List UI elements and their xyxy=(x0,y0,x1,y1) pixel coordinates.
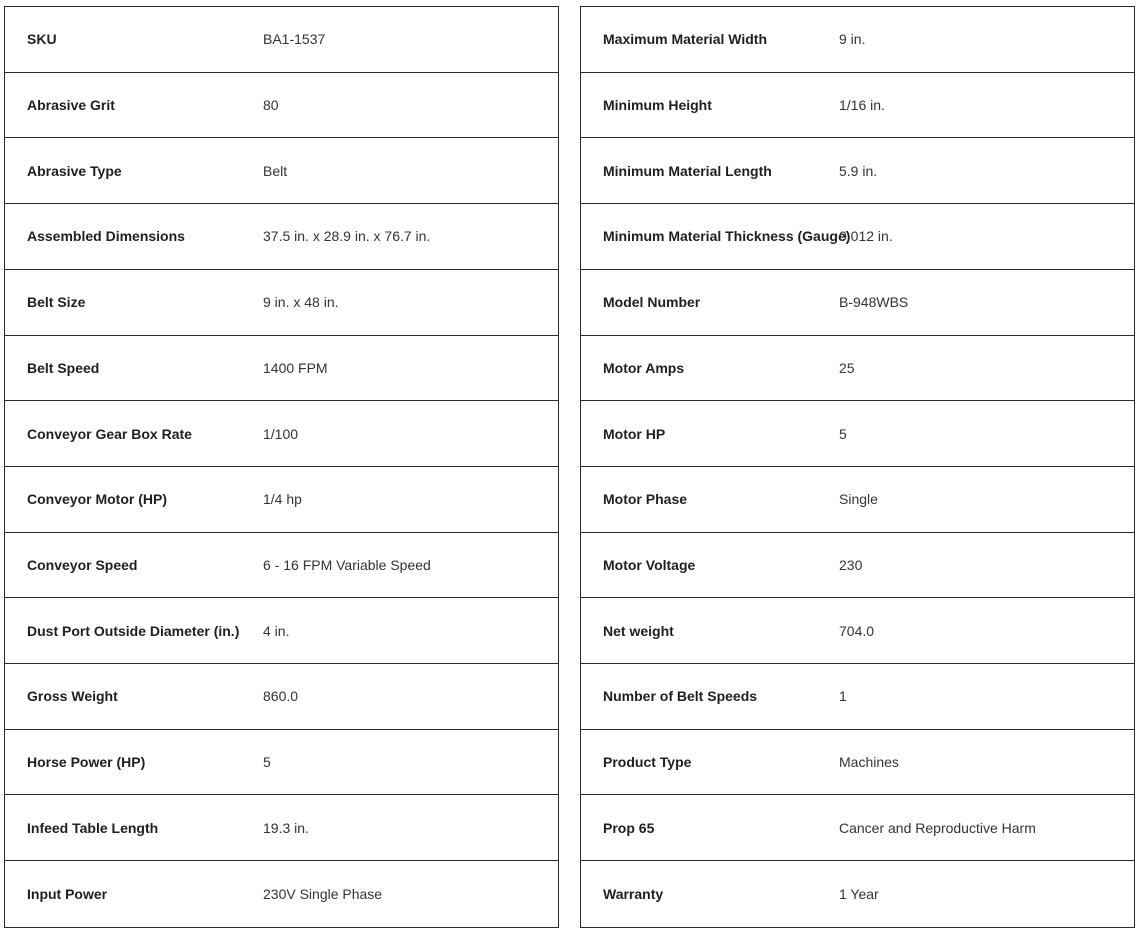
spec-label: Minimum Height xyxy=(603,97,712,114)
spec-row xyxy=(5,138,558,204)
spec-row xyxy=(581,204,1134,270)
spec-value: 5.9 in. xyxy=(839,162,878,179)
spec-value: 5 xyxy=(839,425,847,442)
spec-value: 5 xyxy=(263,754,271,771)
spec-label: Motor Phase xyxy=(603,491,688,508)
spec-value: 1/16 in. xyxy=(839,97,885,114)
spec-label: Motor HP xyxy=(603,425,666,442)
spec-value: 80 xyxy=(263,97,279,114)
spec-row xyxy=(581,336,1134,402)
spec-label: Input Power xyxy=(27,885,108,902)
spec-value: 6 - 16 FPM Variable Speed xyxy=(263,556,431,573)
spec-value: 704.0 xyxy=(839,622,875,639)
spec-value: 230V Single Phase xyxy=(263,885,383,902)
spec-row xyxy=(5,336,558,402)
spec-value: B-948WBS xyxy=(839,294,909,311)
spec-value: 37.5 in. x 28.9 in. x 76.7 in. xyxy=(263,228,431,245)
spec-value: Cancer and Reproductive Harm xyxy=(839,819,1036,836)
spec-value: 230 xyxy=(839,556,863,573)
spec-row xyxy=(581,730,1134,796)
spec-value: 25 xyxy=(839,359,855,376)
spec-label: Abrasive Grit xyxy=(27,97,115,114)
spec-label: Dust Port Outside Diameter (in.) xyxy=(27,622,240,639)
spec-label: Infeed Table Length xyxy=(27,819,159,836)
spec-row xyxy=(5,664,558,730)
spec-value: Single xyxy=(839,491,878,508)
spec-label: Minimum Material Length xyxy=(603,162,772,179)
spec-value: 1/100 xyxy=(263,425,299,442)
spec-row xyxy=(581,401,1134,467)
specifications-table-right xyxy=(580,6,1135,928)
spec-value: 1 xyxy=(839,688,847,705)
spec-row xyxy=(5,795,558,861)
spec-value: Machines xyxy=(839,754,899,771)
spec-row xyxy=(5,7,558,73)
spec-label: Prop 65 xyxy=(603,819,655,836)
spec-label: Product Type xyxy=(603,754,692,771)
spec-value: 4 in. xyxy=(263,622,290,639)
spec-label: Net weight xyxy=(603,622,674,639)
spec-row xyxy=(5,204,558,270)
spec-value: 0.012 in. xyxy=(839,228,893,245)
spec-value: 19.3 in. xyxy=(263,819,309,836)
spec-label: Number of Belt Speeds xyxy=(603,688,758,705)
spec-row xyxy=(5,401,558,467)
spec-label: Motor Voltage xyxy=(603,556,696,573)
spec-row xyxy=(581,467,1134,533)
spec-row xyxy=(581,533,1134,599)
spec-row xyxy=(5,467,558,533)
spec-value: 9 in. xyxy=(839,31,866,48)
spec-row xyxy=(581,598,1134,664)
spec-label: Model Number xyxy=(603,294,701,311)
spec-value: 1 Year xyxy=(839,885,879,902)
spec-label: Conveyor Speed xyxy=(27,556,138,573)
spec-row xyxy=(581,270,1134,336)
spec-row xyxy=(581,73,1134,139)
spec-value: 9 in. x 48 in. xyxy=(263,294,339,311)
spec-value: 1/4 hp xyxy=(263,491,302,508)
spec-row xyxy=(5,73,558,139)
spec-value: Belt xyxy=(263,162,288,179)
spec-label: Conveyor Gear Box Rate xyxy=(27,425,192,442)
spec-label: Horse Power (HP) xyxy=(27,754,146,771)
spec-row xyxy=(581,861,1134,927)
specifications-table-left xyxy=(4,6,559,928)
spec-label: Assembled Dimensions xyxy=(27,228,185,245)
spec-row xyxy=(581,138,1134,204)
spec-row xyxy=(5,270,558,336)
spec-label: Conveyor Motor (HP) xyxy=(27,491,167,508)
spec-label: Gross Weight xyxy=(27,688,118,705)
spec-row xyxy=(581,664,1134,730)
spec-label: Abrasive Type xyxy=(27,162,122,179)
spec-row xyxy=(5,861,558,927)
spec-label: Motor Amps xyxy=(603,359,685,376)
spec-row xyxy=(581,7,1134,73)
spec-row xyxy=(5,598,558,664)
spec-label: SKU xyxy=(27,31,57,48)
spec-value: 1400 FPM xyxy=(263,359,328,376)
spec-label: Belt Size xyxy=(27,294,86,311)
spec-value: 860.0 xyxy=(263,688,299,705)
spec-value: BA1-1537 xyxy=(263,31,326,48)
spec-label: Minimum Material Thickness (Gauge) xyxy=(603,228,851,245)
spec-label: Belt Speed xyxy=(27,359,100,376)
spec-row xyxy=(5,533,558,599)
spec-label: Warranty xyxy=(603,885,664,902)
spec-row xyxy=(581,795,1134,861)
spec-label: Maximum Material Width xyxy=(603,31,768,48)
spec-row xyxy=(5,730,558,796)
